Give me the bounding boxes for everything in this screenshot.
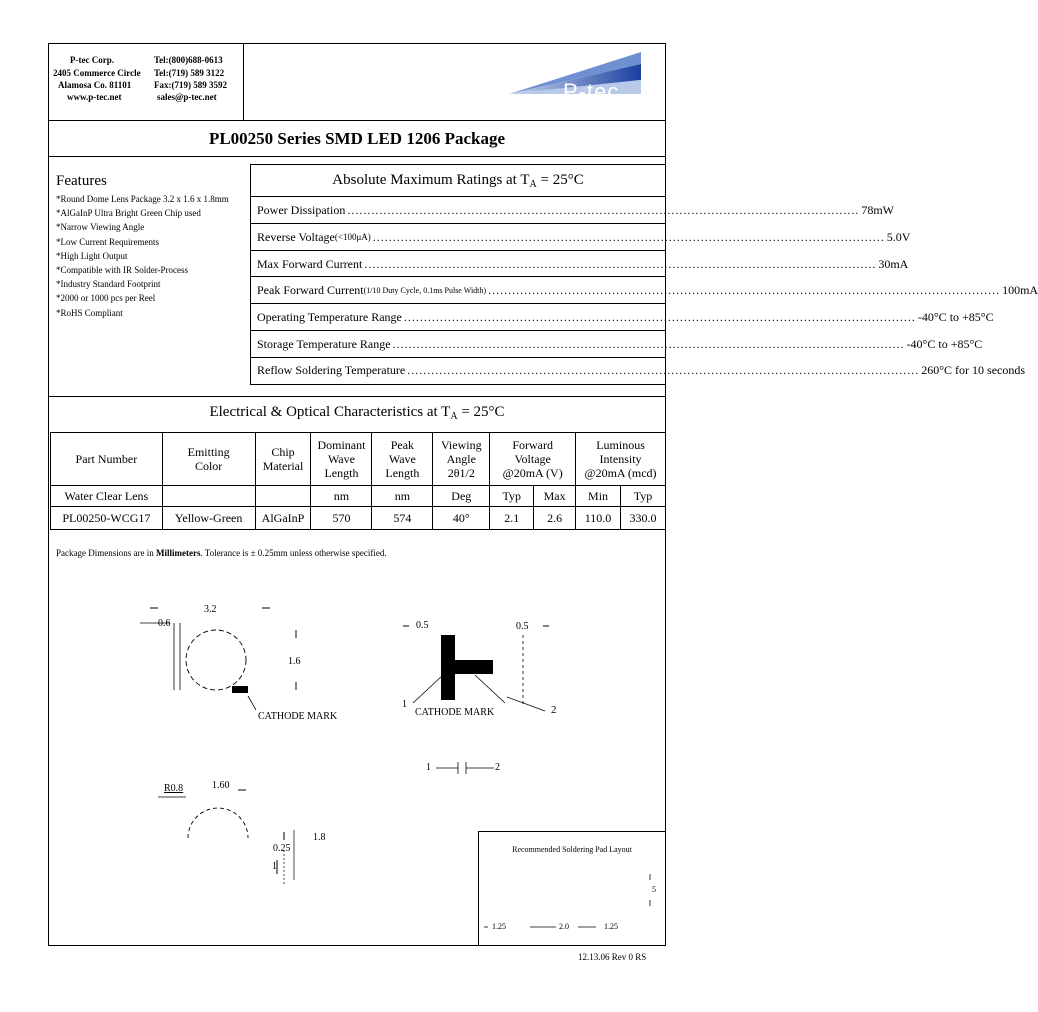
ratings-rule bbox=[250, 357, 666, 358]
feature-item: *Industry Standard Footprint bbox=[56, 279, 161, 290]
table-cell: 2.6 bbox=[534, 507, 576, 530]
rating-row-power: Power Dissipation ................................................................................................................................ 78mW bbox=[257, 202, 895, 217]
dim-1-8: 1.8 bbox=[313, 832, 326, 843]
company-tel1: Tel:(800)688-0613 bbox=[154, 55, 223, 65]
dim-0-6: 0.6 bbox=[158, 618, 171, 629]
pin-1-label: 1 bbox=[402, 699, 407, 710]
electrical-top-rule bbox=[48, 396, 666, 397]
table-cell: Yellow-Green bbox=[162, 507, 255, 530]
ratings-head-rule bbox=[250, 196, 666, 197]
table-row bbox=[51, 507, 666, 530]
col-part-number: Part Number bbox=[51, 433, 163, 486]
col-chip-material: Chip Material bbox=[255, 433, 311, 486]
table-cell: 40° bbox=[433, 507, 490, 530]
feature-item: *RoHS Compliant bbox=[56, 307, 123, 318]
page-title: PL00250 Series SMD LED 1206 Package bbox=[208, 129, 506, 148]
col-forward-voltage: Forward Voltage @20mA (V) bbox=[490, 433, 576, 486]
col-peak-wavelength: Peak Wave Length bbox=[372, 433, 433, 486]
header-bottom-rule bbox=[48, 120, 666, 121]
cathode-mark-label-2: CATHODE MARK bbox=[415, 707, 495, 718]
ratings-rule bbox=[250, 276, 666, 277]
title-bottom-rule bbox=[48, 156, 666, 157]
logo-text: P-tec bbox=[563, 79, 620, 104]
pin-2-label: 2 bbox=[551, 704, 557, 716]
company-fax: Fax:(719) 589 3592 bbox=[154, 80, 227, 90]
table-cell: 330.0 bbox=[621, 507, 666, 530]
company-name: P-tec Corp. bbox=[70, 55, 114, 65]
rating-row-peak-forward: Peak Forward Current (1/10 Duty Cycle, 0.1ms Pulse Width) ................................................................................................................................ 100mA bbox=[257, 282, 1038, 297]
table-cell: 110.0 bbox=[576, 507, 621, 530]
table-units-row bbox=[51, 486, 666, 507]
rating-row-reverse-voltage: Reverse Voltage (<100μA) ................................................................................................................................ 5.0V bbox=[257, 229, 911, 244]
dim-0-5-left: 0.5 bbox=[416, 620, 429, 631]
revision-footer: 12.13.06 Rev 0 RS bbox=[578, 952, 647, 962]
ratings-rule bbox=[250, 330, 666, 331]
table-cell: PL00250-WCG17 bbox=[51, 507, 163, 530]
feature-item: *AlGaInP Ultra Bright Green Chip used bbox=[56, 208, 201, 219]
col-dominant-wavelength: Dominant Wave Length bbox=[311, 433, 372, 486]
company-web: www.p-tec.net bbox=[67, 92, 122, 102]
solder-dim-middle: 2.0 bbox=[559, 922, 569, 931]
col-luminous-intensity: Luminous Intensity @20mA (mcd) bbox=[576, 433, 666, 486]
ratings-rule bbox=[250, 223, 666, 224]
company-tel2: Tel:(719) 589 3122 bbox=[154, 68, 225, 78]
table-cell: AlGaInP bbox=[255, 507, 311, 530]
feature-item: *High Light Output bbox=[56, 250, 128, 261]
header-divider bbox=[243, 43, 244, 120]
electrical-table bbox=[50, 432, 666, 530]
col-viewing-angle: Viewing Angle 2θ1/2 bbox=[433, 433, 490, 486]
symbol-pin-2: 2 bbox=[495, 762, 500, 773]
ratings-heading: Absolute Maximum Ratings at $T_A = 25^\circ C$ bbox=[332, 172, 584, 190]
solder-pad-drawing bbox=[480, 860, 664, 940]
rating-row-max-forward: Max Forward Current ................................................................................................................................ 30mA bbox=[257, 256, 909, 271]
rating-row-storage-temp: Storage Temperature Range ................................................................................................................................ -40°C to +85°C bbox=[257, 336, 983, 351]
company-address1: 2405 Commerce Circle bbox=[53, 68, 141, 78]
feature-item: *Round Dome Lens Package 3.2 x 1.6 x 1.8mm bbox=[56, 194, 229, 204]
table-cell: Typ bbox=[621, 486, 666, 507]
solder-dim-vertical: 5 bbox=[652, 885, 656, 894]
dim-1-6: 1.6 bbox=[288, 656, 301, 667]
dim-3-2: 3.2 bbox=[204, 604, 217, 615]
dim-0-25: 0.25 bbox=[273, 843, 291, 854]
features-list bbox=[56, 192, 229, 320]
feature-item: *2000 or 1000 pcs per Reel bbox=[56, 293, 156, 304]
dim-1: 1 bbox=[272, 861, 277, 872]
feature-item: *Narrow Viewing Angle bbox=[56, 222, 145, 233]
features-heading: Features bbox=[56, 173, 107, 189]
solder-dim-right: 1.25 bbox=[604, 922, 618, 931]
ratings-rule bbox=[250, 303, 666, 304]
diode-symbol bbox=[430, 758, 500, 778]
table-cell: 574 bbox=[372, 507, 433, 530]
dim-r0-8: R0.8 bbox=[164, 783, 184, 794]
table-cell: nm bbox=[372, 486, 433, 507]
electrical-heading: Electrical & Optical Characteristics at $T_A = 25^\circ C$ bbox=[209, 404, 505, 422]
table-cell: Max bbox=[534, 486, 576, 507]
table-cell: 570 bbox=[311, 507, 372, 530]
table-cell: nm bbox=[311, 486, 372, 507]
ratings-rule bbox=[250, 250, 666, 251]
table-cell: Typ bbox=[490, 486, 534, 507]
col-emitting-color: Emitting Color bbox=[162, 433, 255, 486]
table-cell: 2.1 bbox=[490, 507, 534, 530]
company-address2: Alamosa Co. 81101 bbox=[58, 80, 132, 90]
symbol-pin-1: 1 bbox=[426, 762, 431, 773]
table-cell bbox=[255, 486, 311, 507]
feature-item: *Compatible with IR Solder-Process bbox=[56, 265, 189, 276]
dim-0-5-right: 0.5 bbox=[516, 621, 529, 632]
rating-row-reflow: Reflow Soldering Temperature ................................................................................................................................ 260°C for 10 seconds bbox=[257, 362, 1026, 377]
company-email: sales@p-tec.net bbox=[157, 92, 217, 102]
feature-item: *Low Current Requirements bbox=[56, 236, 159, 247]
table-header-row bbox=[51, 433, 666, 486]
table-cell bbox=[162, 486, 255, 507]
rating-row-operating-temp: Operating Temperature Range ................................................................................................................................ -40°C to +85°C bbox=[257, 309, 994, 324]
package-note: Package Dimensions are in Millimeters. Tolerance is ± 0.25mm unless otherwise specified. bbox=[56, 548, 387, 558]
table-cell: Deg bbox=[433, 486, 490, 507]
solder-dim-left: 1.25 bbox=[492, 922, 506, 931]
lens-profile-drawing bbox=[150, 780, 330, 890]
table-cell: Water Clear Lens bbox=[51, 486, 163, 507]
cathode-mark-label-1: CATHODE MARK bbox=[258, 711, 338, 722]
dim-1-60: 1.60 bbox=[212, 780, 230, 791]
ptec-logo bbox=[505, 50, 645, 112]
solder-pad-title: Recommended Soldering Pad Layout bbox=[512, 845, 632, 854]
table-cell: Min bbox=[576, 486, 621, 507]
